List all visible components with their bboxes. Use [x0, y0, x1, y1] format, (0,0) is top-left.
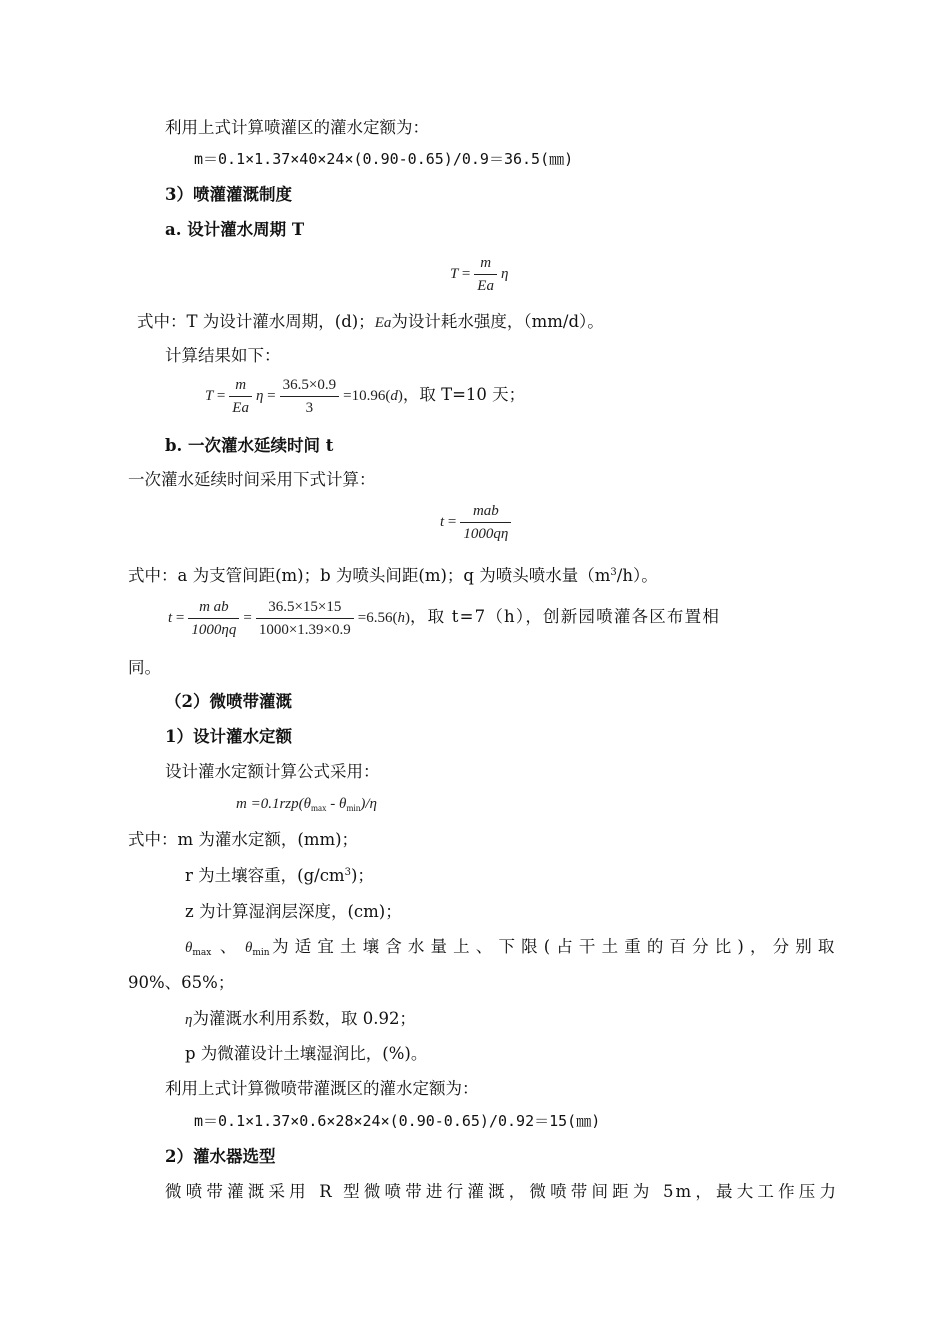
superscript: 3 [610, 567, 617, 578]
definition-text: /h）。 [616, 566, 658, 585]
formula-var: T [205, 387, 214, 404]
definition-p: p 为微灌设计土壤湿润比，(%)。 [185, 1044, 428, 1063]
definition-theta [185, 937, 838, 959]
fraction-den: Ea [477, 278, 494, 294]
formula-op: = [267, 387, 276, 404]
formula-var: θ [244, 940, 253, 956]
heading-design-cycle: a. 设计灌水周期 T [165, 220, 305, 239]
formula-var: h [397, 609, 405, 626]
definition-z: z 为计算湿润层深度，(cm)； [185, 902, 402, 921]
heading-duration: b. 一次灌水延续时间 t [165, 436, 334, 455]
heading-emitter-selection: 2）灌水器选型 [165, 1147, 276, 1166]
heading-micro-spray: （2）微喷带灌溉 [165, 692, 292, 711]
result-text: ，取 t=7（h），创新园喷灌各区布置相 [409, 606, 721, 626]
fraction-num: m [474, 254, 497, 275]
calculation-sprinkler: m＝0.1×1.37×40×24×(0.90-0.65)/0.9＝36.5(㎜) [194, 150, 574, 168]
heading-design-quota: 1）设计灌水定额 [165, 727, 292, 746]
definition-theta-cont: 90%、65%； [128, 973, 235, 992]
formula-op: = [447, 513, 457, 530]
definition-eta [185, 1009, 416, 1029]
formula-var: η [185, 1012, 193, 1028]
fraction-den: Ea [232, 400, 249, 416]
formula-op: = [461, 265, 471, 282]
formula-var: T [450, 265, 459, 282]
definition-text: 式中：a 为支管间距(m)；b 为喷头间距(m)；q 为喷头喷水量（m [128, 566, 611, 585]
fraction-den: 1000ηq [191, 622, 237, 638]
fraction-num: 36.5×15×15 [256, 598, 354, 619]
fraction-den: 1000×1.39×0.9 [258, 622, 351, 638]
heading-irrigation-schedule: 3）喷灌灌溉制度 [165, 185, 292, 204]
paragraph-intro: 利用上式计算喷灌区的灌水定额为： [165, 118, 429, 137]
definition-text: 、 [217, 937, 239, 956]
formula-var: η [255, 387, 264, 404]
paragraph-emitter: 微喷带灌溉采用 R 型微喷带进行灌溉，微喷带间距为 5m，最大工作压力 [165, 1182, 838, 1201]
formula-text: - θ [326, 796, 347, 812]
formula-op: = [243, 609, 252, 626]
subscript: min [252, 948, 270, 958]
formula-text: m =0.1rzp(θ [236, 796, 311, 812]
formula-op: =10.96( [343, 387, 391, 404]
fraction-den: 3 [305, 400, 314, 416]
formula-text: )/η [360, 796, 377, 812]
formula-cycle [450, 254, 508, 295]
formula-op: = [175, 609, 185, 626]
formula-op: ) [397, 387, 403, 404]
fraction-num: mab [460, 502, 511, 523]
paragraph-result: 计算结果如下： [165, 346, 281, 365]
formula-op: =6.56( [357, 609, 398, 626]
paragraph-duration: 一次灌水延续时间采用下式计算： [128, 470, 376, 489]
fraction-den: 1000qη [463, 526, 509, 542]
formula-var: t [168, 609, 173, 626]
result-text: ，取 T=10 天； [402, 384, 526, 404]
fraction [460, 502, 511, 543]
definition-duration [128, 566, 658, 586]
formula-var: Ea [374, 315, 392, 331]
subscript: max [192, 948, 212, 958]
paragraph-formula-intro: 设计灌水定额计算公式采用： [165, 762, 380, 781]
formula-var: d [390, 387, 398, 404]
result-text-cont: 同。 [128, 658, 161, 677]
subscript: max [311, 803, 327, 813]
fraction [229, 376, 252, 417]
definition-text: 为灌溉水利用系数，取 0.92； [192, 1009, 416, 1028]
formula-op: ) [404, 609, 410, 626]
definition-text: )； [350, 866, 374, 885]
fraction [256, 598, 354, 639]
formula-op: = [216, 387, 226, 404]
fraction-num: 36.5×0.9 [280, 376, 339, 397]
formula-cycle-result [205, 376, 525, 417]
superscript: 3 [344, 867, 351, 878]
fraction-num: m [229, 376, 252, 397]
formula-quota [236, 795, 377, 814]
definition-m: 式中：m 为灌水定额，(mm)； [128, 830, 359, 849]
calculation-micro-spray: m＝0.1×1.37×0.6×28×24×(0.90-0.65)/0.92＝15(㎜) [194, 1112, 601, 1130]
formula-var: θ [185, 940, 193, 956]
fraction [188, 598, 239, 639]
definition-text: 为适宜土壤含水量上、下限(占干土重的百分比)，分别取 [269, 937, 838, 956]
formula-var: t [440, 513, 445, 530]
definition-text: 为设计耗水强度，（mm/d）。 [391, 312, 604, 331]
subscript: min [346, 803, 361, 813]
formula-duration-result [168, 598, 838, 639]
paragraph-micro-calc: 利用上式计算微喷带灌溉区的灌水定额为： [165, 1079, 479, 1098]
definition-r [185, 866, 374, 886]
definition-text: 式中：T 为设计灌水周期，(d)； [137, 312, 375, 331]
definition-text: r 为土壤容重，(g/cm [185, 866, 345, 885]
formula-var: η [500, 265, 509, 282]
formula-duration [440, 502, 515, 543]
fraction [474, 254, 497, 295]
fraction [280, 376, 339, 417]
fraction-num: m ab [188, 598, 239, 619]
definition-cycle [137, 312, 604, 332]
